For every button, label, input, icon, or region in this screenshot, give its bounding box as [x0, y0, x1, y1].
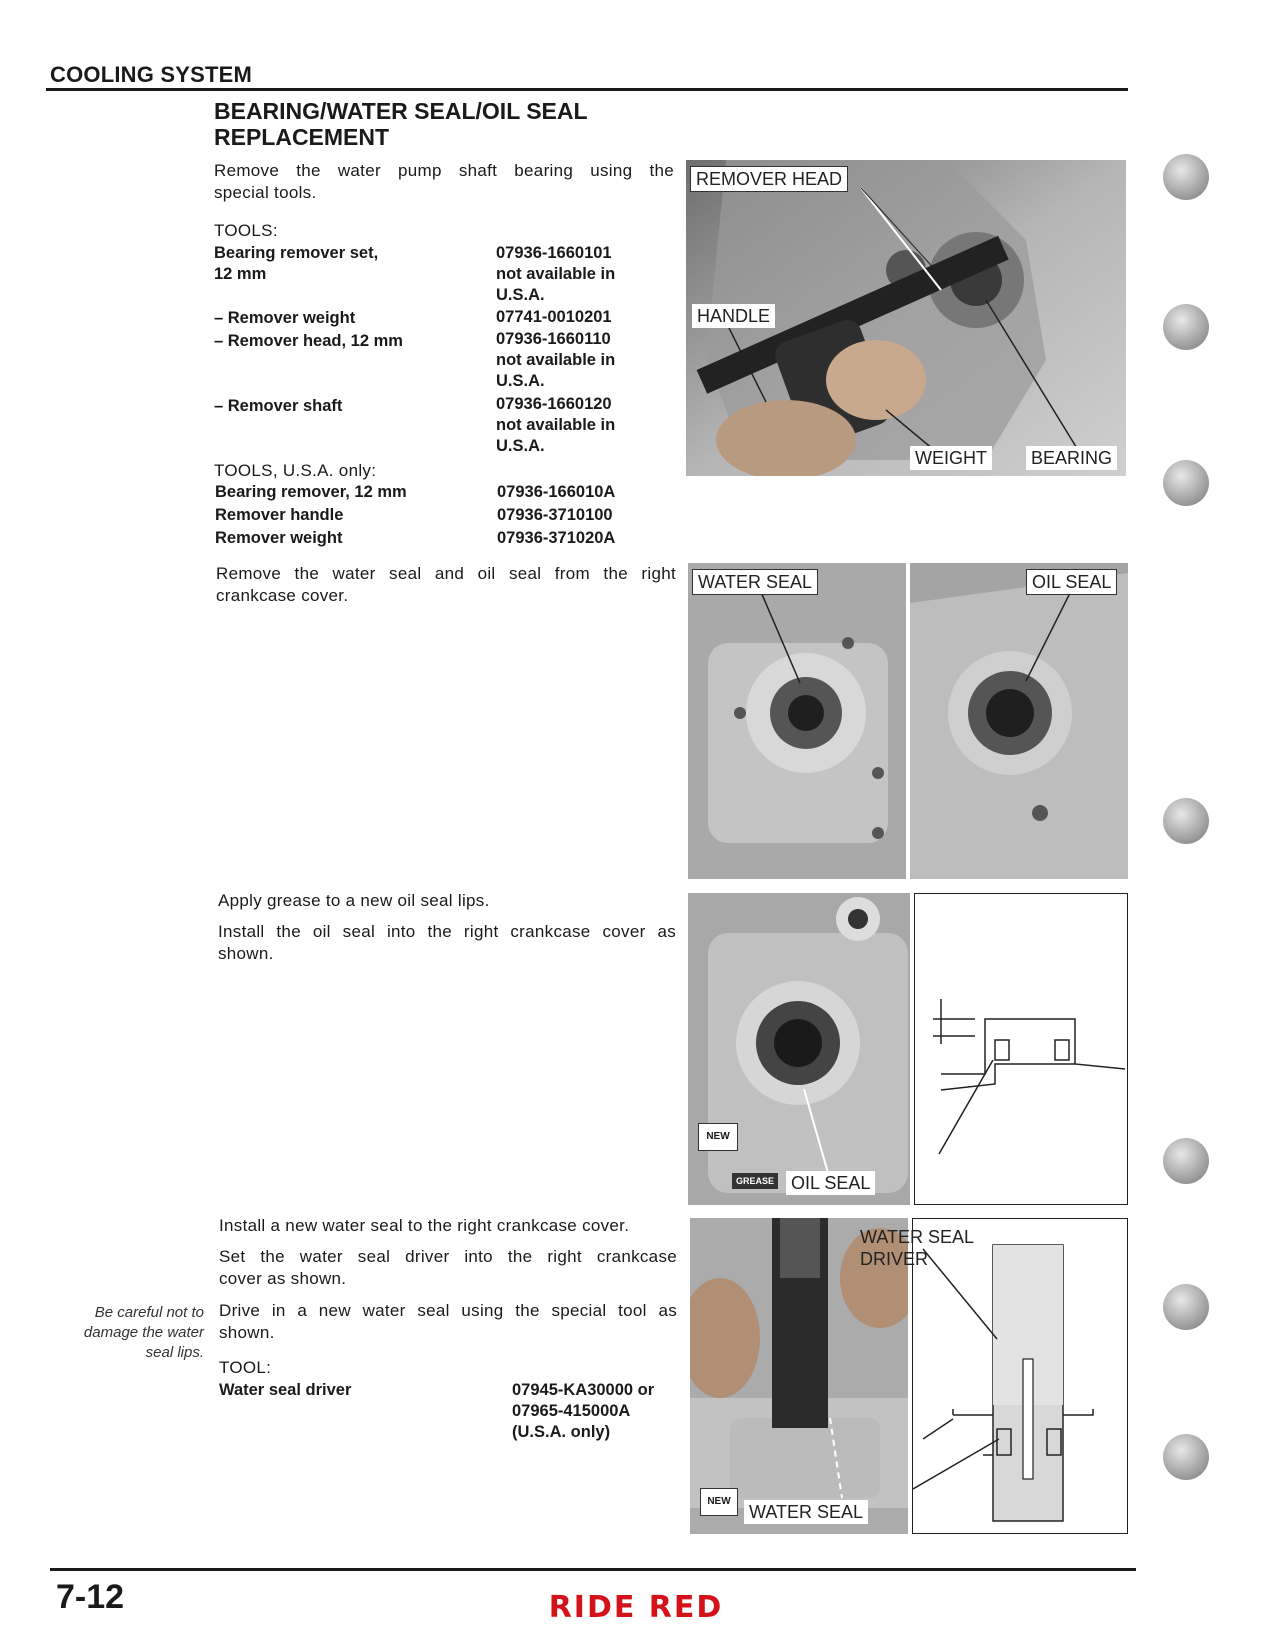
new-part-badge-water-seal: NEW: [700, 1488, 738, 1516]
tool-pn-3-line2: not available in: [496, 351, 616, 369]
binder-hole-1: [1163, 154, 1209, 200]
step3-text2-line1: Install the oil seal into the right crankcase cover as: [218, 922, 676, 941]
caution-note-line2: damage the water: [83, 1324, 204, 1341]
diagram-oil-seal-section-art: [915, 894, 1127, 1204]
usa-tool-name-1: Bearing remover, 12 mm: [215, 483, 407, 501]
caution-note-line3: seal lips.: [145, 1344, 204, 1361]
tool-name-1-line2: 12 mm: [214, 265, 267, 283]
usa-tool-pn-3: 07936-371020A: [497, 529, 616, 547]
step2-text-line1: Remove the water seal and oil seal from the right: [216, 564, 676, 583]
label-water-seal-driver-line1: WATER SEAL: [860, 1227, 975, 1247]
tool-pn-1-line3: U.S.A.: [496, 286, 545, 304]
tool-name-4: – Remover shaft: [214, 397, 343, 415]
page-title-line2: REPLACEMENT: [214, 124, 390, 150]
footer-rule: [50, 1568, 1136, 1571]
step4-text1: Install a new water seal to the right crankcase cover.: [219, 1216, 630, 1235]
binder-hole-4: [1163, 798, 1209, 844]
tool-pn-1: [496, 243, 615, 306]
binder-hole-7: [1163, 1434, 1209, 1480]
label-weight: WEIGHT: [910, 446, 992, 470]
figure-oil-seal-photo: [910, 563, 1128, 879]
step3-text2-line2: shown.: [218, 944, 274, 963]
tool-pn-2: 07741-0010201: [496, 308, 612, 326]
usa-tool-name-2: Remover handle: [215, 506, 344, 524]
binder-hole-5: [1163, 1138, 1209, 1184]
step1-text-line1: Remove the water pump shaft bearing using the: [214, 161, 674, 180]
step4-text2: [219, 1246, 677, 1290]
tool-name-1: [214, 243, 378, 285]
figure-bearing-removal: [686, 160, 1126, 476]
brand-logo: RIDE RED: [548, 1590, 724, 1625]
label-oil-seal-photo: OIL SEAL: [1026, 569, 1117, 595]
tool-pn-4: [496, 394, 615, 457]
binder-hole-3: [1163, 460, 1209, 506]
header-rule: [46, 88, 1128, 91]
step2-text: [216, 563, 676, 607]
label-water-seal-driver: [855, 1225, 979, 1271]
label-oil-seal-install: OIL SEAL: [786, 1171, 875, 1195]
step4-text3-line1: Drive in a new water seal using the special tool as: [219, 1301, 677, 1320]
diagram-water-seal-driver: [860, 1218, 1128, 1534]
tools-heading: TOOLS:: [214, 221, 278, 240]
label-bearing: BEARING: [1026, 446, 1117, 470]
new-part-badge-oil-seal: NEW: [698, 1123, 738, 1151]
usa-tool-pn-2: 07936-3710100: [497, 506, 613, 524]
step1-text: [214, 160, 674, 204]
figure-oil-seal-install-photo: [688, 893, 910, 1205]
usa-tool-pns: [497, 482, 615, 549]
step4-text3: [219, 1300, 677, 1344]
binder-hole-6: [1163, 1284, 1209, 1330]
step4-text2-line2: cover as shown.: [219, 1269, 347, 1288]
step4-text3-line2: shown.: [219, 1323, 275, 1342]
step4-tool-name: Water seal driver: [219, 1381, 352, 1399]
tool-pn-4-line1: 07936-1660120: [496, 395, 612, 413]
page-title: [214, 98, 588, 150]
step3-text1: Apply grease to a new oil seal lips.: [218, 891, 490, 910]
step2-text-line2: crankcase cover.: [216, 586, 349, 605]
tool-pn-4-line3: U.S.A.: [496, 437, 545, 455]
label-remover-head: REMOVER HEAD: [690, 166, 848, 192]
usa-tool-name-3: Remover weight: [215, 529, 343, 547]
label-water-seal-install: WATER SEAL: [744, 1500, 868, 1524]
page-number: 7-12: [56, 1578, 125, 1616]
step4-text2-line1: Set the water seal driver into the right crankcase: [219, 1247, 677, 1266]
usa-tools-heading: TOOLS, U.S.A. only:: [214, 461, 377, 480]
tool-pn-4-line2: not available in: [496, 416, 616, 434]
tool-pn-3-line1: 07936-1660110: [496, 330, 611, 348]
step4-tool-pn-line3: (U.S.A. only): [512, 1423, 611, 1441]
tool-pn-3: [496, 329, 615, 392]
step4-tool-pn: [512, 1380, 654, 1443]
figure-water-seal-photo: [688, 563, 906, 879]
binder-hole-2: [1163, 304, 1209, 350]
caution-note: [40, 1303, 204, 1363]
tool-name-2: – Remover weight: [214, 309, 356, 327]
usa-tool-names: [215, 482, 407, 549]
figure-oil-seal-art: [910, 563, 1128, 879]
diagram-oil-seal-section: [914, 893, 1128, 1205]
section-title: COOLING SYSTEM: [50, 62, 253, 87]
tool-pn-1-line2: not available in: [496, 265, 616, 283]
tool-name-1-line1: Bearing remover set,: [214, 244, 379, 262]
usa-tool-pn-1: 07936-166010A: [497, 483, 616, 501]
step4-tool-pn-line1: 07945-KA30000 or: [512, 1381, 655, 1399]
tool-name-3: – Remover head, 12 mm: [214, 332, 403, 350]
tool-pn-3-line3: U.S.A.: [496, 372, 545, 390]
figure-water-seal-art: [688, 563, 906, 879]
step3-text2: [218, 921, 676, 965]
label-water-seal: WATER SEAL: [692, 569, 818, 595]
step4-tool-heading: TOOL:: [219, 1358, 272, 1377]
tool-pn-1-line1: 07936-1660101: [496, 244, 612, 262]
page-title-line1: BEARING/WATER SEAL/OIL SEAL: [214, 98, 588, 124]
step1-text-line2: special tools.: [214, 183, 317, 202]
caution-note-line1: Be careful not to: [94, 1304, 204, 1321]
grease-badge: GREASE: [732, 1173, 778, 1189]
figure-oil-seal-install-art: [688, 893, 910, 1205]
label-handle: HANDLE: [692, 304, 775, 328]
step4-tool-pn-line2: 07965-415000A: [512, 1402, 631, 1420]
label-water-seal-driver-line2: DRIVER: [860, 1249, 929, 1269]
